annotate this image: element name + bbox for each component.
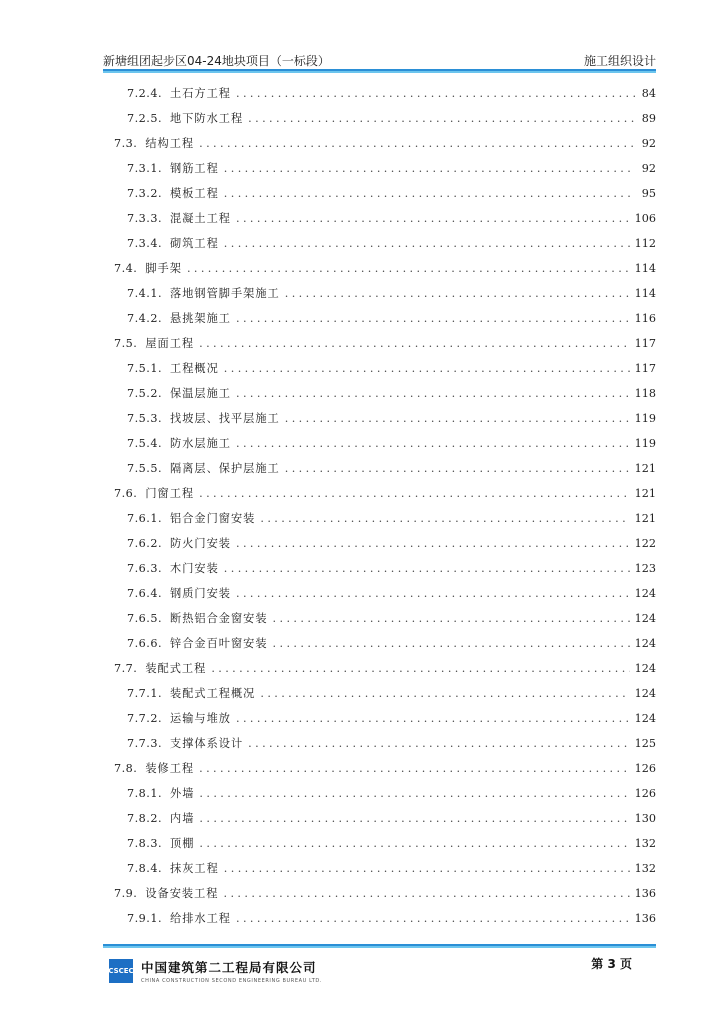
logo-text: CSCEC	[108, 967, 134, 975]
toc-entry-title: 钢质门安装	[170, 587, 231, 600]
toc-entry-page: 89	[641, 112, 656, 125]
toc-entry[interactable]	[103, 684, 656, 709]
toc-entry-page: 124	[634, 587, 656, 600]
toc-entry-number: 7.5.3.	[127, 412, 163, 425]
toc-entry[interactable]	[103, 284, 656, 309]
toc-entry-title: 外墙	[170, 787, 195, 800]
toc-entry-page: 119	[634, 412, 656, 425]
toc-entry-number: 7.3.2.	[127, 187, 163, 200]
toc-leader-dots	[199, 134, 635, 154]
header-divider	[103, 69, 656, 73]
toc-leader-dots	[236, 584, 630, 604]
toc-entry[interactable]	[103, 659, 656, 684]
toc-leader-dots	[224, 884, 630, 904]
toc-leader-dots	[236, 434, 630, 454]
toc-entry-title: 防火门安装	[170, 537, 231, 550]
toc-entry-number: 7.4.	[114, 262, 138, 275]
toc-entry-title: 木门安装	[170, 562, 219, 575]
toc-entry-title: 抹灰工程	[170, 862, 219, 875]
toc-leader-dots	[236, 309, 630, 329]
toc-entry-number: 7.5.1.	[127, 362, 163, 375]
toc-leader-dots	[199, 484, 630, 504]
toc-leader-dots	[224, 359, 630, 379]
toc-entry-number: 7.3.1.	[127, 162, 163, 175]
toc-entry-title: 装配式工程	[145, 662, 207, 675]
toc-entry[interactable]	[103, 609, 656, 634]
toc-leader-dots	[187, 259, 630, 279]
toc-leader-dots	[273, 634, 630, 654]
toc-entry-number: 7.5.2.	[127, 387, 163, 400]
toc-entry-title: 设备安装工程	[145, 887, 219, 900]
toc-entry[interactable]	[103, 259, 656, 284]
header-doc-title: 施工组织设计	[583, 53, 656, 68]
toc-entry-page: 117	[634, 337, 656, 350]
toc-entry-title: 脚手架	[145, 262, 182, 275]
toc-entry-number: 7.6.1.	[127, 512, 163, 525]
toc-entry-title: 混凝土工程	[170, 212, 231, 225]
toc-entry[interactable]	[103, 709, 656, 734]
toc-entry-number: 7.5.4.	[127, 437, 163, 450]
toc-leader-dots	[260, 684, 629, 704]
toc-entry-page: 119	[634, 437, 656, 450]
toc-leader-dots	[236, 384, 630, 404]
toc-entry[interactable]	[103, 459, 656, 484]
toc-entry-page: 121	[634, 512, 656, 525]
page-header	[103, 50, 656, 70]
toc-entry[interactable]	[103, 159, 656, 184]
toc-entry[interactable]	[103, 309, 656, 334]
toc-entry-page: 124	[634, 612, 656, 625]
toc-entry-number: 7.8.1.	[127, 787, 163, 800]
toc-entry-page: 95	[641, 187, 656, 200]
toc-entry-number: 7.6.2.	[127, 537, 163, 550]
toc-entry[interactable]	[103, 359, 656, 384]
toc-entry[interactable]	[103, 559, 656, 584]
toc-entry-title: 模板工程	[170, 187, 219, 200]
toc-leader-dots	[224, 234, 630, 254]
toc-entry[interactable]	[103, 209, 656, 234]
toc-entry[interactable]	[103, 759, 656, 784]
toc-entry-number: 7.9.	[114, 887, 138, 900]
toc-entry-number: 7.9.1.	[127, 912, 163, 925]
toc-entry-page: 123	[634, 562, 656, 575]
toc-entry[interactable]	[103, 909, 656, 934]
company-logo-icon	[109, 959, 133, 983]
toc-entry-number: 7.6.3.	[127, 562, 163, 575]
toc-entry-number: 7.7.2.	[127, 712, 163, 725]
toc-entry-title: 砌筑工程	[170, 237, 219, 250]
toc-entry-number: 7.6.4.	[127, 587, 163, 600]
company-block	[141, 958, 322, 984]
toc-leader-dots	[236, 709, 630, 729]
toc-entry-page: 136	[634, 912, 656, 925]
toc-entry-title: 运输与堆放	[170, 712, 231, 725]
toc-entry-page: 126	[634, 762, 656, 775]
toc-entry-page: 124	[634, 662, 656, 675]
toc-entry-number: 7.4.1.	[127, 287, 163, 300]
toc-entry[interactable]	[103, 584, 656, 609]
toc-entry[interactable]	[103, 859, 656, 884]
toc-entry-title: 顶棚	[170, 837, 195, 850]
toc-entry-title: 防水层施工	[170, 437, 231, 450]
toc-entry-title: 门窗工程	[145, 487, 195, 500]
toc-entry[interactable]	[103, 184, 656, 209]
toc-entry-title: 铝合金门窗安装	[170, 512, 256, 525]
toc-leader-dots	[236, 909, 630, 929]
toc-leader-dots	[248, 734, 629, 754]
toc-entry-title: 屋面工程	[145, 337, 195, 350]
toc-entry-page: 106	[634, 212, 656, 225]
toc-leader-dots	[224, 159, 635, 179]
company-name-en: CHINA CONSTRUCTION SECOND ENGINEERING BUREAU LTD.	[141, 978, 323, 984]
toc-entry-page: 130	[634, 812, 656, 825]
toc-entry-number: 7.6.5.	[127, 612, 163, 625]
toc-entry-page: 125	[634, 737, 656, 750]
toc-entry-page: 124	[634, 712, 656, 725]
toc-entry[interactable]	[103, 734, 656, 759]
toc-leader-dots	[224, 859, 630, 879]
toc-entry-page: 92	[641, 162, 656, 175]
toc-entry-number: 7.5.	[114, 337, 138, 350]
toc-entry-page: 136	[634, 887, 656, 900]
footer-divider	[103, 944, 656, 948]
toc-entry-title: 装修工程	[145, 762, 195, 775]
toc-entry-page: 132	[634, 862, 656, 875]
toc-entry-number: 7.7.1.	[127, 687, 163, 700]
toc-entry-title: 锌合金百叶窗安装	[170, 637, 268, 650]
toc-leader-dots	[273, 609, 630, 629]
toc-entry[interactable]	[103, 334, 656, 359]
toc-leader-dots	[199, 334, 630, 354]
toc-entry[interactable]	[103, 84, 656, 109]
toc-leader-dots	[285, 409, 630, 429]
table-of-contents	[103, 84, 656, 934]
toc-leader-dots	[260, 509, 629, 529]
toc-entry-number: 7.3.3.	[127, 212, 163, 225]
toc-entry-title: 装配式工程概况	[170, 687, 256, 700]
toc-leader-dots	[199, 784, 629, 804]
toc-entry-title: 钢筋工程	[170, 162, 219, 175]
toc-entry-number: 7.2.4.	[127, 87, 163, 100]
toc-entry-number: 7.4.2.	[127, 312, 163, 325]
toc-leader-dots	[236, 84, 635, 104]
toc-entry[interactable]	[103, 134, 656, 159]
toc-entry-title: 保温层施工	[170, 387, 231, 400]
toc-entry-number: 7.3.	[114, 137, 138, 150]
toc-entry-title: 地下防水工程	[170, 112, 244, 125]
toc-entry-page: 84	[641, 87, 656, 100]
toc-entry[interactable]	[103, 109, 656, 134]
toc-entry-page: 118	[634, 387, 656, 400]
toc-entry[interactable]	[103, 834, 656, 859]
toc-entry[interactable]	[103, 534, 656, 559]
toc-entry-title: 找坡层、找平层施工	[170, 412, 280, 425]
toc-entry-number: 7.8.3.	[127, 837, 163, 850]
toc-entry-title: 悬挑架施工	[170, 312, 231, 325]
toc-entry-number: 7.2.5.	[127, 112, 163, 125]
toc-leader-dots	[199, 759, 630, 779]
toc-entry[interactable]	[103, 884, 656, 909]
toc-entry-number: 7.7.3.	[127, 737, 163, 750]
toc-entry-page: 132	[634, 837, 656, 850]
toc-leader-dots	[236, 534, 630, 554]
toc-entry-number: 7.8.4.	[127, 862, 163, 875]
toc-entry[interactable]	[103, 784, 656, 809]
toc-entry[interactable]	[103, 234, 656, 259]
toc-leader-dots	[248, 109, 635, 129]
toc-entry-page: 114	[634, 262, 656, 275]
toc-entry[interactable]	[103, 434, 656, 459]
toc-entry-page: 114	[634, 287, 656, 300]
toc-entry-page: 124	[634, 637, 656, 650]
toc-entry-number: 7.6.	[114, 487, 138, 500]
toc-entry-number: 7.5.5.	[127, 462, 163, 475]
toc-entry-page: 116	[634, 312, 656, 325]
toc-entry[interactable]	[103, 509, 656, 534]
toc-entry-number: 7.8.	[114, 762, 138, 775]
toc-leader-dots	[211, 659, 629, 679]
toc-leader-dots	[236, 209, 630, 229]
toc-entry-page: 121	[634, 462, 656, 475]
toc-entry[interactable]	[103, 484, 656, 509]
toc-entry-page: 124	[634, 687, 656, 700]
page-number: 第 3 页	[591, 957, 632, 971]
toc-entry[interactable]	[103, 384, 656, 409]
toc-entry[interactable]	[103, 409, 656, 434]
toc-entry-number: 7.3.4.	[127, 237, 163, 250]
toc-entry-number: 7.7.	[114, 662, 138, 675]
toc-entry-page: 121	[634, 487, 656, 500]
toc-entry-title: 结构工程	[145, 137, 195, 150]
toc-entry-page: 126	[634, 787, 656, 800]
toc-leader-dots	[285, 284, 630, 304]
toc-entry[interactable]	[103, 809, 656, 834]
toc-entry-title: 隔离层、保护层施工	[170, 462, 280, 475]
header-project-title: 新塘组团起步区04-24地块项目（一标段）	[103, 53, 330, 68]
toc-entry-title: 土石方工程	[170, 87, 231, 100]
toc-entry-title: 断热铝合金窗安装	[170, 612, 268, 625]
toc-entry-title: 给排水工程	[170, 912, 231, 925]
toc-entry-page: 117	[634, 362, 656, 375]
toc-leader-dots	[285, 459, 630, 479]
toc-entry-title: 工程概况	[170, 362, 219, 375]
toc-entry-title: 支撑体系设计	[170, 737, 244, 750]
toc-leader-dots	[199, 834, 629, 854]
toc-leader-dots	[224, 559, 630, 579]
toc-entry-number: 7.6.6.	[127, 637, 163, 650]
toc-entry-page: 122	[634, 537, 656, 550]
toc-leader-dots	[224, 184, 635, 204]
company-name-cn: 中国建筑第二工程局有限公司	[141, 960, 317, 975]
toc-entry-page: 112	[634, 237, 656, 250]
toc-entry[interactable]	[103, 634, 656, 659]
toc-entry-page: 92	[641, 137, 656, 150]
toc-entry-number: 7.8.2.	[127, 812, 163, 825]
toc-entry-title: 落地钢管脚手架施工	[170, 287, 280, 300]
toc-entry-title: 内墙	[170, 812, 195, 825]
toc-leader-dots	[199, 809, 629, 829]
